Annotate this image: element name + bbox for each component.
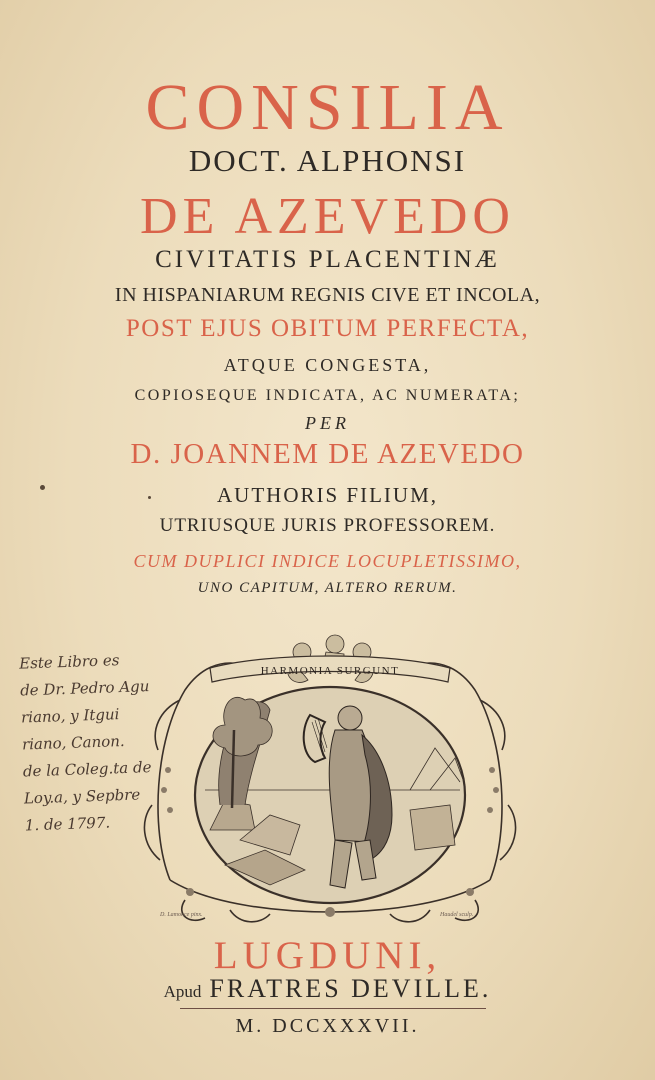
inscription-line: Este Libro es [18,651,120,673]
inscription-line: de Dr. Pedro Agu [19,677,150,700]
inscription-line: Loy.a, y Sepbre [23,785,141,808]
imprint-rule [180,1008,486,1009]
paper-speck [40,485,45,490]
title-uno-capitum: UNO CAPITUM, ALTERO RERUM. [197,580,458,596]
imprint-date: M. DCCXXXVII. [235,1015,420,1037]
paper-speck [148,496,151,499]
inscription-line: riano, y Itgui [20,705,120,727]
imprint-publisher: FRATRES DEVILLE. [209,974,492,1003]
imprint-publisher-line [0,974,655,1010]
title-authoris-filium: AUTHORIS FILIUM, [217,483,438,507]
imprint-apud: Apud [163,982,202,1001]
inscription-line: 1. de 1797. [24,813,111,835]
engraved-vignette [130,630,530,930]
handwritten-ownership-inscription [19,646,171,840]
title-hispaniarum: IN HISPANIARUM REGNIS CIVE ET INCOLA, [114,284,541,306]
title-consilia: CONSILIA [145,71,510,144]
title-author-surname: DE AZEVEDO [140,188,515,245]
title-civitatis: CIVITATIS PLACENTINÆ [155,246,500,273]
title-copioseque: COPIOSEQUE INDICATA, AC NUMERATA; [134,387,521,404]
engraver-left-caption: D. Lamonce pinx. [160,912,203,918]
title-author-name: DOCT. ALPHONSI [188,143,467,178]
inscription-line: de la Coleg.ta de [22,758,152,781]
title-per: PER [305,413,350,433]
imprint-city: LUGDUNI, [213,934,442,977]
title-editor-name: D. JOANNEM DE AZEVEDO [130,438,525,470]
title-professorem: UTRIUSQUE JURIS PROFESSOREM. [159,515,496,536]
engraver-right-caption: Haudel sculp. [440,912,474,918]
title-post-obitum: POST EJUS OBITUM PERFECTA, [125,315,530,342]
title-atque-congesta: ATQUE CONGESTA, [223,355,432,375]
title-cum-duplici: CUM DUPLICI INDICE LOCUPLETISSIMO, [133,551,522,571]
motto-banner-text: HARMONIA SURGUNT [260,665,400,677]
inscription-line: riano, Canon. [21,731,125,754]
